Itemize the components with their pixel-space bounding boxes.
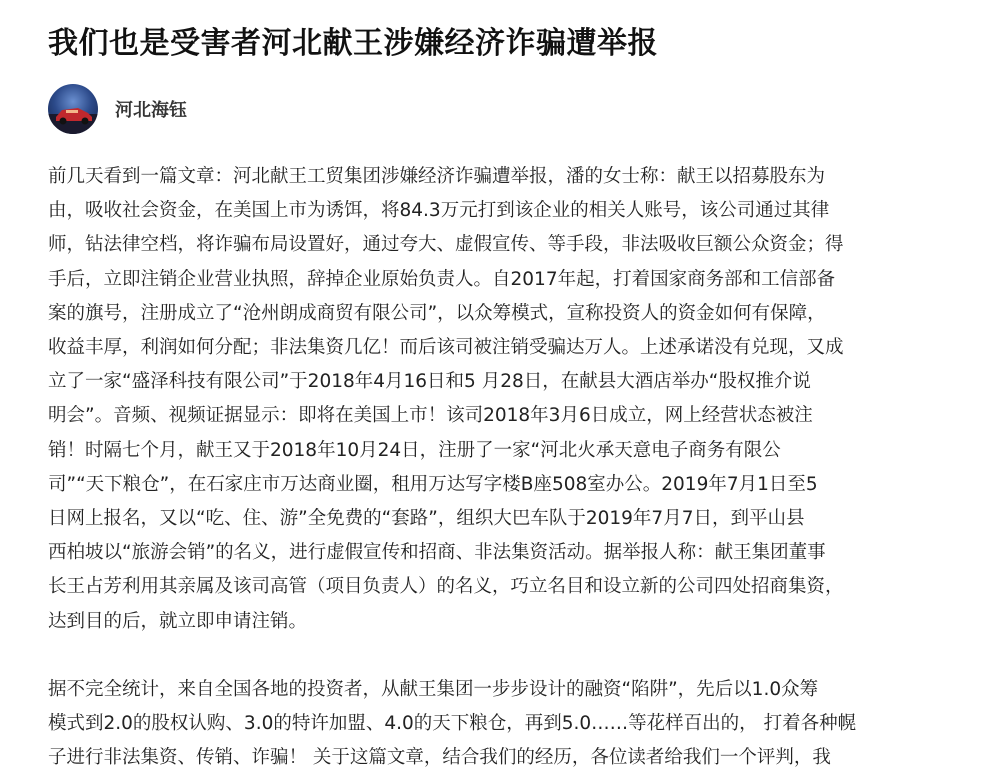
paragraph-line: 日网上报名，又以“吃、住、游”全免费的“套路”，组织大巴车队于2019年7月7日，到平山县 — [48, 508, 805, 530]
paragraph-line: 模式到2.0的股权认购、3.0的特许加盟、4.0的天下粮仓，再到5.0……等花样百出的， 打着各种幌 — [48, 713, 857, 735]
paragraph-line: 明会”。音频、视频证据显示：即将在美国上市！该司2018年3月6日成立，网上经营状态被注 — [48, 405, 813, 427]
author-info[interactable] — [48, 84, 187, 134]
paragraph-line: 销！时隔七个月，献王又于2018年10月24日，注册了一家“河北火承天意电子商务有限公 — [48, 439, 781, 461]
paragraph-line: 西柏坡以“旅游会销”的名义，进行虚假宣传和招商、非法集资活动。据举报人称：献王集团董事 — [48, 542, 826, 564]
paragraph-line: 前几天看到一篇文章：河北献王工贸集团涉嫌经济诈骗遭举报，潘的女士称：献王以招募股东为 — [48, 166, 826, 187]
paragraph-line: 据不完全统计，来自全国各地的投资者，从献王集团一步步设计的融资“陷阱”，先后以1.0众筹 — [48, 678, 819, 700]
paragraph-line: 子进行非法集资、传销、诈骗！ 关于这篇文章，结合我们的经历，各位读者给我们一个评判，我 — [48, 747, 831, 769]
paragraph-line: 达到目的后，就立即申请注销。 — [48, 610, 308, 632]
paragraph-line: 手后，立即注销企业营业执照，辞掉企业原始负责人。自2017年起，打着国家商务部和工信部备 — [48, 268, 836, 290]
author-avatar[interactable] — [48, 84, 98, 134]
paragraph-line: 长王占芳利用其亲属及该司高管（项目负责人）的名义，巧立名目和设立新的公司四处招商集资， — [48, 576, 844, 598]
car-photo-icon — [48, 84, 98, 134]
paragraph-line: 司”“天下粮仓”，在石家庄市万达商业圈，租用万达写字楼B座508室办公。2019年7月1日至5 — [48, 473, 818, 495]
paragraph-line: 由，吸收社会资金，在美国上市为诱饵，将84.3万元打到该企业的相关人账号，该公司通过其律 — [48, 200, 830, 222]
article-body — [48, 160, 928, 775]
paragraph-line: 师，钻法律空档，将诈骗布局设置好，通过夸大、虚假宣传、等手段，非法吸收巨额公众资金；得 — [48, 234, 844, 256]
paragraph-line: 立了一家“盛泽科技有限公司”于2018年4月16日和5 月28日，在献县大酒店举办“股权推介说 — [48, 371, 811, 393]
article-title: 我们也是受害者河北献王涉嫌经济诈骗遭举报 — [48, 26, 658, 61]
paragraph-line: 收益丰厚，利润如何分配；非法集资几亿！而后该司被注销受骗达万人。上述承诺没有兑现，又成 — [48, 337, 844, 359]
article-paragraph — [48, 160, 928, 639]
paragraph-line: 案的旗号，注册成立了“沧州朗成商贸有限公司”，以众筹模式，宣称投资人的资金如何有保障， — [48, 302, 826, 324]
author-name[interactable]: 河北海钰 — [115, 100, 187, 121]
article-paragraph — [48, 673, 928, 775]
